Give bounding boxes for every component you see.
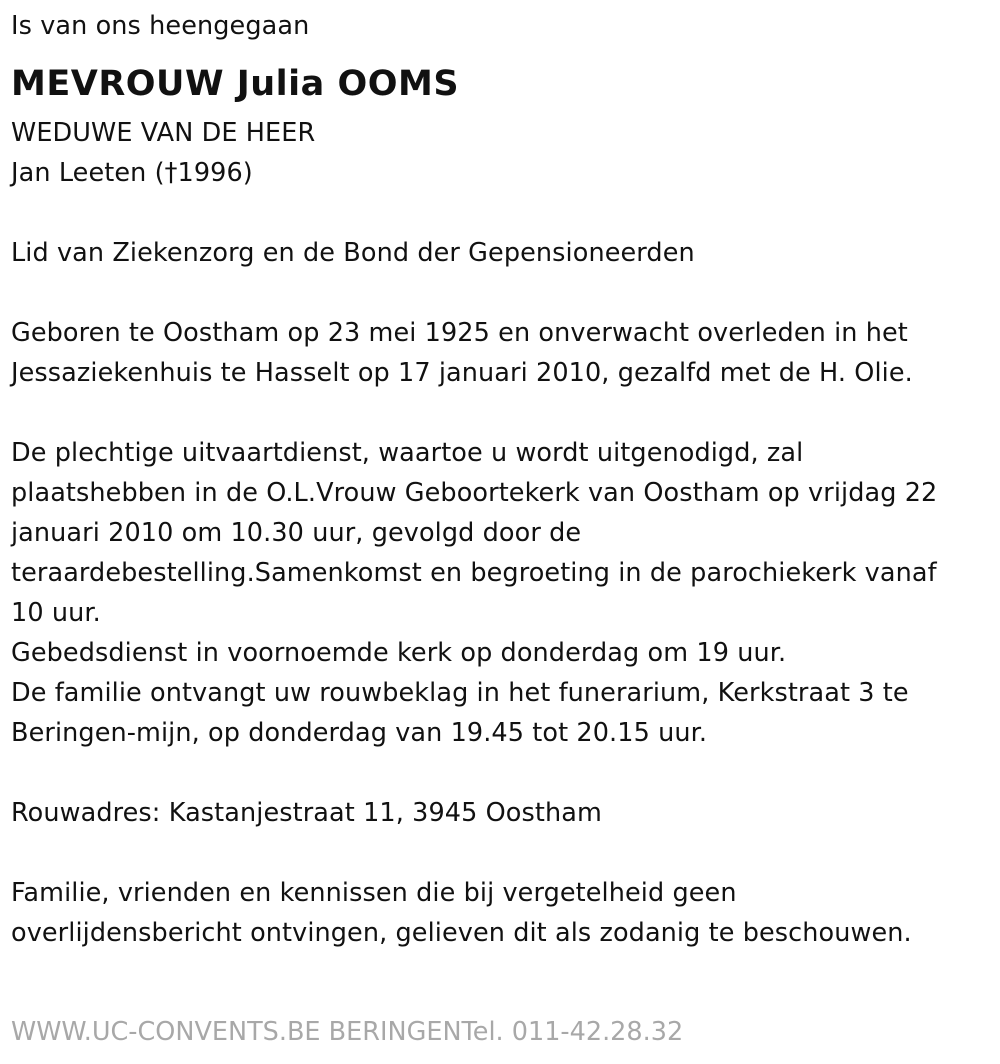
mourning-address: Rouwadres: Kastanjestraat 11, 3945 Oostham: [11, 798, 602, 828]
service-line: plaatshebben in de O.L.Vrouw Geboortekerk van Oostham op vrijdag 22: [11, 478, 938, 508]
closing-line: overlijdensbericht ontvingen, gelieven dit als zodanig te beschouwen.: [11, 918, 912, 948]
service-line: teraardebestelling.Samenkomst en begroeting in de parochiekerk vanaf: [11, 558, 937, 588]
widow-of-text: WEDUWE VAN DE HEER: [11, 118, 316, 148]
service-line: De plechtige uitvaartdienst, waartoe u wordt uitgenodigd, zal: [11, 438, 804, 468]
birth-death-line: Geboren te Oostham op 23 mei 1925 en onverwacht overleden in het: [11, 318, 908, 348]
obituary-notice: [11, 6, 986, 953]
intro-text: Is van ons heengegaan: [11, 11, 310, 41]
service-line: 10 uur.: [11, 598, 101, 628]
husband-text: Jan Leeten (†1996): [11, 158, 253, 188]
birth-death-line: Jessaziekenhuis te Hasselt op 17 januari 2010, gezalfd met de H. Olie.: [11, 358, 913, 388]
closing-line: Familie, vrienden en kennissen die bij vergetelheid geen: [11, 878, 737, 908]
spacer: [11, 273, 986, 313]
service-line: De familie ontvangt uw rouwbeklag in het funerarium, Kerkstraat 3 te: [11, 678, 909, 708]
service-line: Beringen-mijn, op donderdag van 19.45 tot 20.15 uur.: [11, 718, 708, 748]
spacer: [11, 833, 986, 873]
membership-text: Lid van Ziekenzorg en de Bond der Gepensioneerden: [11, 238, 695, 268]
deceased-name: MEVROUW Julia OOMS: [11, 64, 460, 104]
spacer: [11, 193, 986, 233]
service-line: Gebedsdienst in voornoemde kerk op donderdag om 19 uur.: [11, 638, 787, 668]
footer-credit: WWW.UC-CONVENTS.BE BERINGENTel. 011-42.28.32: [11, 1017, 684, 1047]
service-line: januari 2010 om 10.30 uur, gevolgd door de: [11, 518, 582, 548]
spacer: [11, 753, 986, 793]
spacer: [11, 393, 986, 433]
